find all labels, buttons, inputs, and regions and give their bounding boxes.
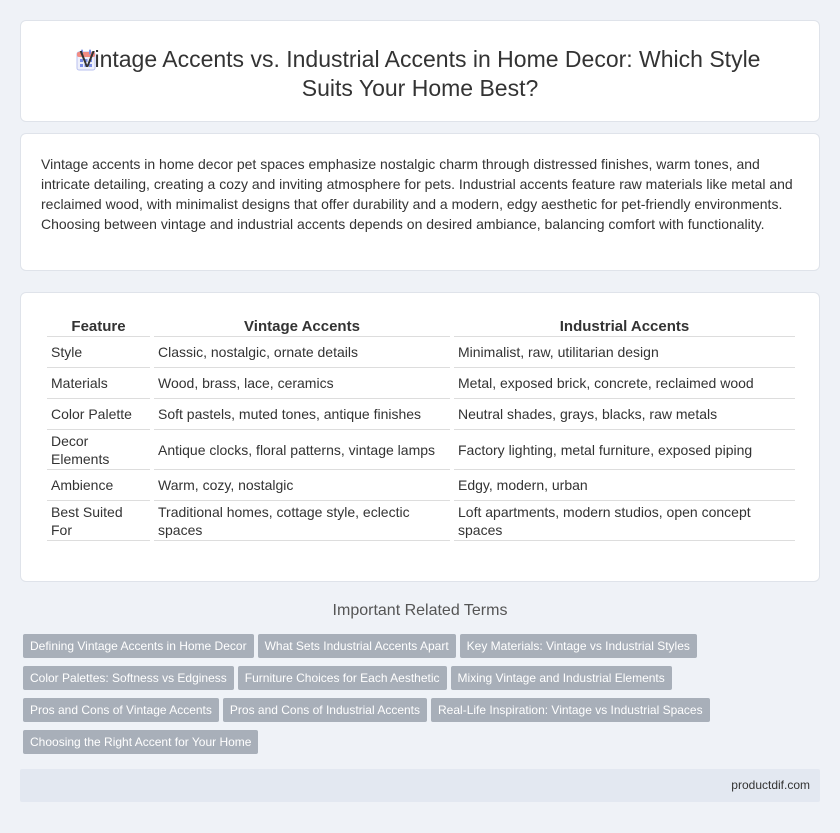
page-title: Vintage Accents vs. Industrial Accents in Home Decor: Which Style Suits Your Home Best?	[79, 46, 761, 101]
table-cell: Antique clocks, floral patterns, vintage lamps	[154, 430, 450, 470]
table-cell: Style	[47, 337, 150, 368]
related-term-tag[interactable]: Pros and Cons of Vintage Accents	[23, 698, 219, 722]
table-header-row	[47, 315, 795, 337]
header-vintage: Vintage Accents	[154, 315, 450, 337]
table-cell: Factory lighting, metal furniture, exposed piping	[454, 430, 795, 470]
related-term-tag[interactable]: Real-Life Inspiration: Vintage vs Industrial Spaces	[431, 698, 710, 722]
table-cell: Metal, exposed brick, concrete, reclaimed wood	[454, 368, 795, 399]
table-cell: Loft apartments, modern studios, open concept spaces	[454, 501, 795, 541]
table-row	[47, 470, 795, 501]
related-term-tag[interactable]: What Sets Industrial Accents Apart	[258, 634, 456, 658]
table-cell: Wood, brass, lace, ceramics	[154, 368, 450, 399]
table-cell: Materials	[47, 368, 150, 399]
footer-bar	[20, 769, 820, 802]
table-cell: Ambience	[47, 470, 150, 501]
related-terms-list	[23, 634, 813, 762]
table-cell: Classic, nostalgic, ornate details	[154, 337, 450, 368]
site-link[interactable]: productdif.com	[731, 778, 810, 792]
table-cell: Soft pastels, muted tones, antique finishes	[154, 399, 450, 430]
table-row	[47, 501, 795, 541]
related-term-tag[interactable]: Key Materials: Vintage vs Industrial Styles	[460, 634, 697, 658]
related-term-tag[interactable]: Furniture Choices for Each Aesthetic	[238, 666, 447, 690]
header-feature: Feature	[47, 315, 150, 337]
table-row	[47, 430, 795, 470]
table-row	[47, 337, 795, 368]
header-card	[20, 20, 820, 122]
related-term-tag[interactable]: Pros and Cons of Industrial Accents	[223, 698, 427, 722]
table-cell: Best Suited For	[47, 501, 150, 541]
related-term-tag[interactable]: Choosing the Right Accent for Your Home	[23, 730, 258, 754]
intro-card	[20, 133, 820, 271]
header-industrial: Industrial Accents	[454, 315, 795, 337]
comparison-card	[20, 292, 820, 582]
table-cell: Neutral shades, grays, blacks, raw metals	[454, 399, 795, 430]
table-cell: Minimalist, raw, utilitarian design	[454, 337, 795, 368]
comparison-table	[43, 315, 799, 541]
table-cell: Edgy, modern, urban	[454, 470, 795, 501]
table-cell: Color Palette	[47, 399, 150, 430]
related-terms-title: Important Related Terms	[332, 602, 508, 619]
table-cell: Decor Elements	[47, 430, 150, 470]
table-cell: Warm, cozy, nostalgic	[154, 470, 450, 501]
related-term-tag[interactable]: Defining Vintage Accents in Home Decor	[23, 634, 254, 658]
related-term-tag[interactable]: Mixing Vintage and Industrial Elements	[451, 666, 672, 690]
table-cell: Traditional homes, cottage style, eclectic spaces	[154, 501, 450, 541]
related-term-tag[interactable]: Color Palettes: Softness vs Edginess	[23, 666, 234, 690]
intro-paragraph: Vintage accents in home decor pet spaces emphasize nostalgic charm through distressed finishes, warm tones, and intricate detailing, creating a cozy and inviting atmosphere for pets. Industrial accents feature raw materials like metal and reclaimed wood, with minimalist designs that offer durability and a modern, edgy aesthetic for pet-friendly environments. Choosing between vintage and industrial accents depends on desired ambiance, balancing comfort with functionality.	[41, 156, 793, 232]
table-row	[47, 368, 795, 399]
table-row	[47, 399, 795, 430]
